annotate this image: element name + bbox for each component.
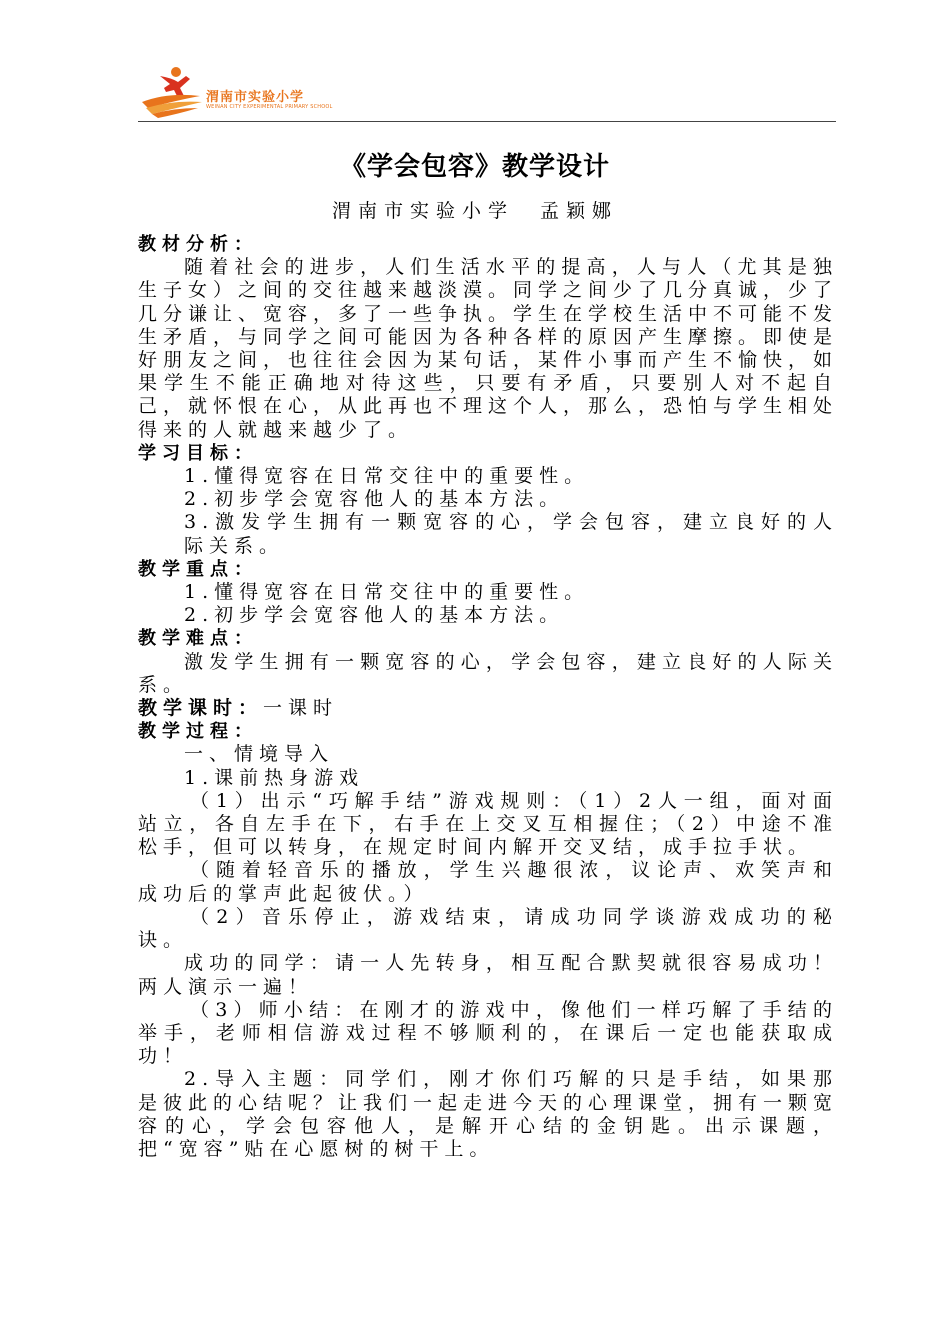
logo-school-english: WEINAN CITY EXPERIMENTAL PRIMARY SCHOOL xyxy=(206,104,333,110)
goal-item-2: 2.初步学会宽容他人的基本方法。 xyxy=(184,488,565,511)
heading-difficulties: 教学难点： xyxy=(138,628,258,650)
document-body xyxy=(138,233,838,1161)
document-author: 渭南市实验小学 孟颖娜 xyxy=(331,200,618,222)
paragraph-difficulties: 激发学生拥有一颗宽容的心，学会包容，建立良好的人际关系。 xyxy=(138,650,838,696)
logo-school-name: 渭南市实验小学 xyxy=(206,90,305,105)
key-point-2: 2.初步学会宽容他人的基本方法。 xyxy=(184,604,565,627)
runner-logo-icon xyxy=(138,62,208,122)
paragraph-teacher-summary: （3）师小结：在刚才的游戏中，像他们一样巧解了手结的举手，老师相信游戏过程不够顺利的，在课后一定也能获取成功！ xyxy=(138,998,838,1068)
school-logo xyxy=(138,62,368,122)
paragraph-music-stop: （2）音乐停止，游戏结束，请成功同学谈游戏成功的秘诀。 xyxy=(138,905,838,952)
step-warmup-game: 1.课前热身游戏 xyxy=(184,766,365,789)
heading-process: 教学过程： xyxy=(138,721,258,743)
goal-item-3: 3.激发学生拥有一颗宽容的心，学会包容，建立良好的人际关系。 xyxy=(184,511,838,557)
key-point-1: 1.懂得宽容在日常交往中的重要性。 xyxy=(184,581,590,604)
paragraph-analysis: 随着社会的进步，人们生活水平的提高，人与人（尤其是独生子女）之间的交往越来越淡漠。同学之间少了几分真诚，少了几分谦让、宽容，多了一些争执。学生在学校生活中不可能不发生矛盾，与同学之间可能因为各种各样的原因产生摩擦。即使是好朋友之间，也往往会因为某句话，某件小事而产生不愉快，如果学生不能正确地对待这些，只要有矛盾，只要别人对不起自己，就怀恨在心，从此再也不理这个人，那么，恐怕与学生相处得来的人就越来越少了。 xyxy=(138,256,839,441)
header-divider xyxy=(138,121,836,122)
goal-item-1: 1.懂得宽容在日常交往中的重要性。 xyxy=(184,465,590,488)
paragraph-game-rules: （1）出示“巧解手结”游戏规则：（1）2人一组，面对面站立，各自左手在下，右手在上交叉互相握住；（2）中途不准松手，但可以转身，在规定时间内解开交叉结，成手拉手状。 xyxy=(138,789,838,859)
heading-goals: 学习目标： xyxy=(138,442,258,464)
section-intro-heading: 一、情境导入 xyxy=(184,743,335,766)
class-hours-value: 一课时 xyxy=(263,697,339,720)
document-title: 《学会包容》教学设计 xyxy=(339,152,610,182)
heading-key-points: 教学重点： xyxy=(138,558,258,580)
paragraph-success: 成功的同学：请一人先转身，相互配合默契就很容易成功！两人演示一遍！ xyxy=(138,952,838,998)
paragraph-music: （随着轻音乐的播放，学生兴趣很浓，议论声、欢笑声和成功后的掌声此起彼伏。） xyxy=(138,859,838,905)
paragraph-introduce-topic: 2.导入主题：同学们，刚才你们巧解的只是手结，如果那是彼此的心结呢？让我们一起走进今天的心理课堂，拥有一颗宽容的心，学会包容他人，是解开心结的金钥匙。出示课题，把“宽容”贴在心愿树的树干上。 xyxy=(138,1068,839,1160)
heading-class-hours: 教学课时： xyxy=(138,697,264,720)
heading-analysis: 教材分析： xyxy=(138,234,258,255)
class-hours-line xyxy=(138,697,838,720)
